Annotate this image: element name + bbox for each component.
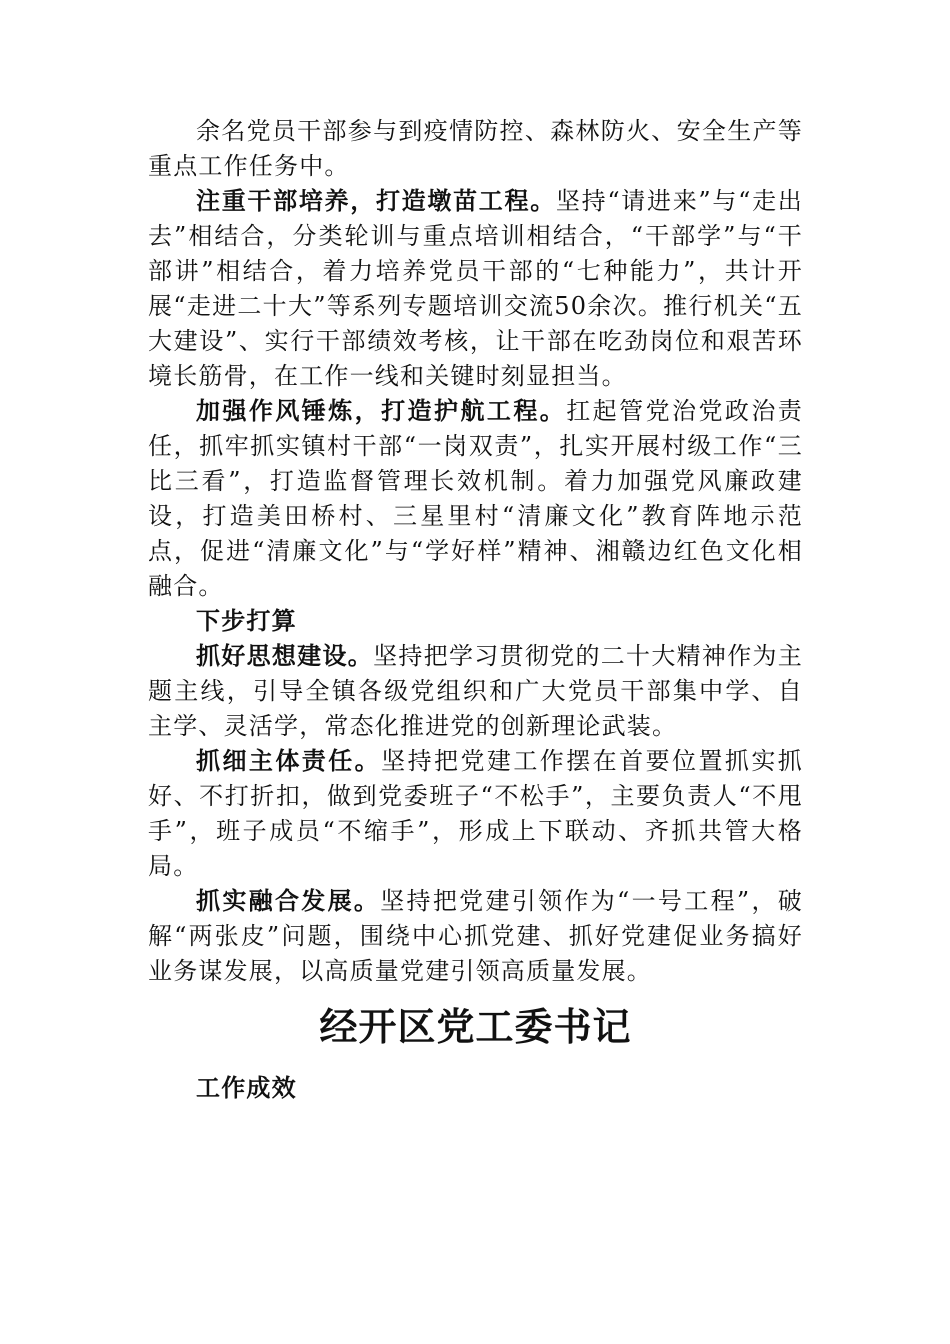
paragraph-style-discipline (148, 394, 803, 604)
paragraph-lead: 抓好思想建设。 (196, 642, 374, 670)
section-title: 经开区党工委书记 (319, 1004, 632, 1049)
next-step-responsibility (148, 744, 803, 884)
document-body (148, 114, 803, 1106)
paragraph-cadre-training (148, 184, 803, 394)
next-step-integration (148, 884, 803, 989)
paragraph-continuation (148, 114, 803, 184)
paragraph-text: 坚持“请进来”与“走出去”相结合，分类轮训与重点培训相结合，“干部学”与“干部讲”相结合，着力培养党员干部的“七种能力”，共计开展“走进二十大”等系列专题培训交流50余次。推行机关“五大建设”、实行干部绩效考核，让干部在吃劲岗位和艰苦环境长筋骨，在工作一线和关键时刻显担当。 (148, 187, 803, 390)
paragraph-lead: 抓细主体责任。 (196, 747, 382, 775)
section-subheading: 工作成效 (196, 1074, 297, 1102)
next-steps-heading: 下步打算 (196, 607, 297, 635)
next-step-ideology (148, 639, 803, 744)
paragraph-text: 扛起管党治党政治责任，抓牢抓实镇村干部“一岗双责”，扎实开展村级工作“三比三看”，打造监督管理长效机制。着力加强党风廉政建设，打造美田桥村、三星里村“清廉文化”教育阵地示范点，促进“清廉文化”与“学好样”精神、湘赣边红色文化相融合。 (148, 397, 803, 600)
paragraph-text: 坚持把党建工作摆在首要位置抓实抓好、不打折扣，做到党委班子“不松手”，主要负责人“不甩手”，班子成员“不缩手”，形成上下联动、齐抓共管大格局。 (148, 747, 803, 880)
paragraph-lead: 抓实融合发展。 (196, 887, 381, 915)
paragraph-text: 坚持把党建引领作为“一号工程”，破解“两张皮”问题，围绕中心抓党建、抓好党建促业务搞好业务谋发展，以高质量党建引领高质量发展。 (148, 887, 803, 985)
paragraph-lead: 注重干部培养，打造墩苗工程。 (196, 187, 556, 215)
paragraph-text: 坚持把学习贯彻党的二十大精神作为主题主线，引导全镇各级党组织和广大党员干部集中学、自主学、灵活学，常态化推进党的创新理论武装。 (148, 642, 803, 740)
paragraph-lead: 加强作风锤炼，打造护航工程。 (196, 397, 567, 425)
paragraph-text: 余名党员干部参与到疫情防控、森林防火、安全生产等重点工作任务中。 (148, 117, 803, 180)
